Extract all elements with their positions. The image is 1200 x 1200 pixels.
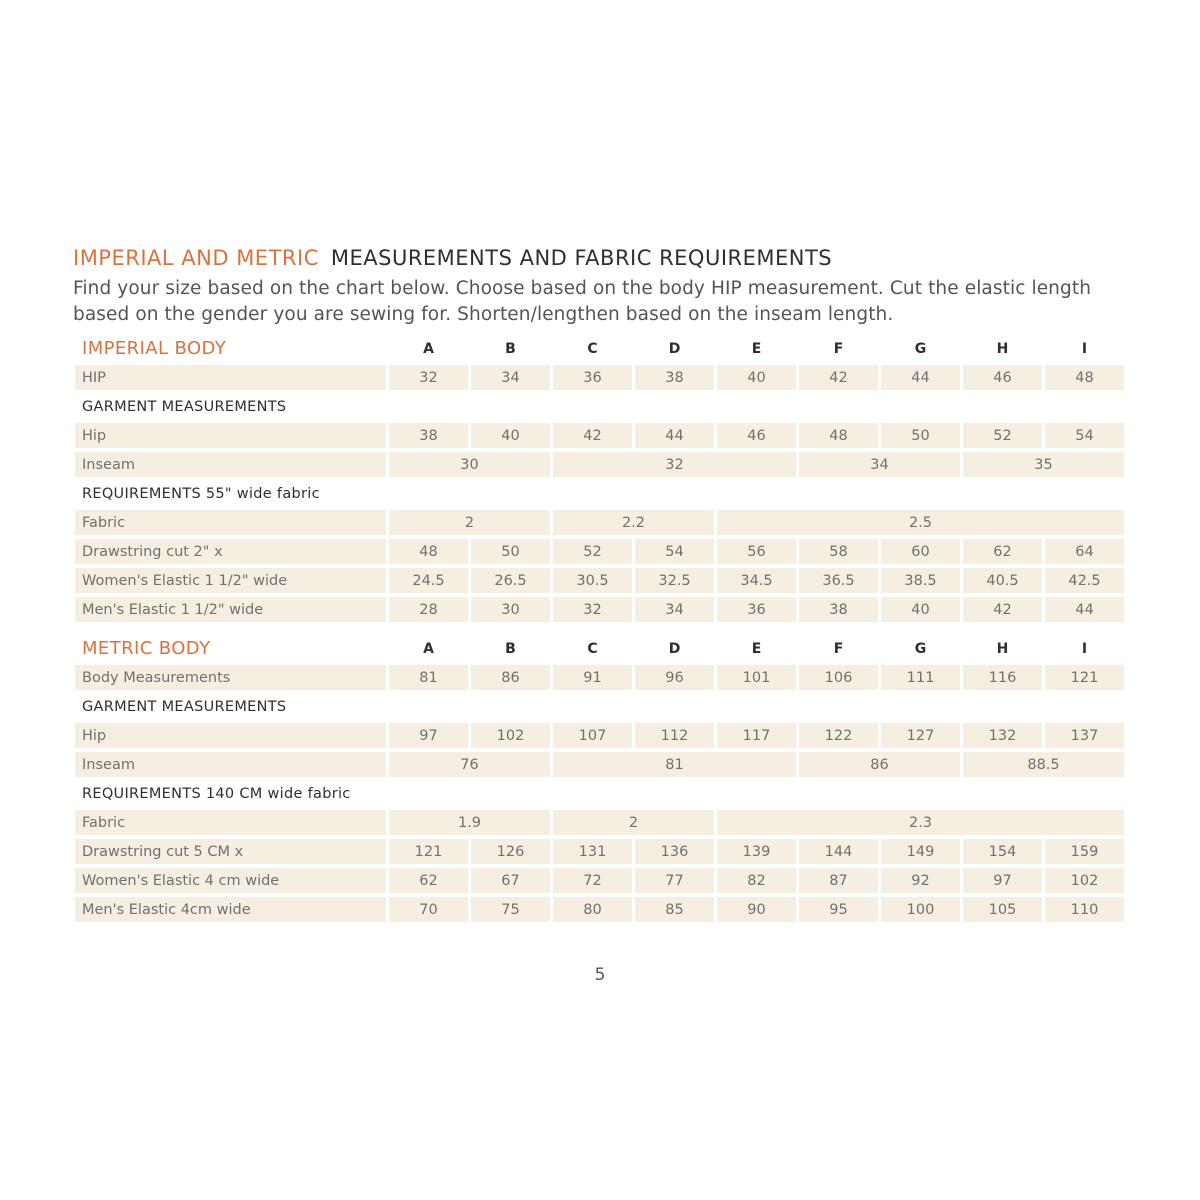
- table-cell: 40.5: [963, 568, 1042, 593]
- table-cell: 40: [881, 597, 960, 622]
- section-subtitle: GARMENT MEASUREMENTS: [82, 398, 287, 415]
- table-cell: 126: [471, 839, 550, 864]
- table-cell: 127: [881, 723, 960, 748]
- table-cell: 34: [471, 365, 550, 390]
- table-cell: 56: [717, 539, 796, 564]
- page-number: 5: [594, 965, 606, 985]
- imperial-hip-row: [75, 365, 1124, 390]
- table-cell: 64: [1045, 539, 1124, 564]
- table-cell: 72: [553, 868, 632, 893]
- table-cell: 117: [717, 723, 796, 748]
- table-cell: 46: [717, 423, 796, 448]
- table-cell: 32: [389, 365, 468, 390]
- table-cell: 30: [389, 452, 550, 477]
- table-cell: 30: [471, 597, 550, 622]
- size-label: I: [1081, 640, 1088, 657]
- table-cell: 122: [799, 723, 878, 748]
- size-label: E: [751, 640, 762, 657]
- size-chart-table: [72, 332, 1127, 926]
- table-cell: 48: [389, 539, 468, 564]
- intro-paragraph: Find your size based on the chart below. Choose based on the body HIP measurement. Cut the elastic length based on the gender you are sewing for. Shorten/lengthen based on the inseam length.: [73, 278, 1092, 325]
- table-cell: 50: [881, 423, 960, 448]
- table-cell: 44: [1045, 597, 1124, 622]
- size-label: I: [1081, 340, 1088, 357]
- table-cell: 32: [553, 597, 632, 622]
- table-cell: 112: [635, 723, 714, 748]
- imperial-inseam-row: [75, 452, 1124, 477]
- metric-womens-elastic-row: [75, 868, 1124, 893]
- table-cell: 36: [717, 597, 796, 622]
- row-label: Inseam: [75, 452, 386, 477]
- imperial-body-title: IMPERIAL BODY: [82, 338, 227, 359]
- row-label: Hip: [75, 423, 386, 448]
- table-cell: 48: [1045, 365, 1124, 390]
- metric-header-row: [75, 636, 1124, 661]
- imperial-requirements-subheader: [75, 481, 1124, 506]
- table-cell: 2.5: [717, 510, 1124, 535]
- metric-inseam-row: [75, 752, 1124, 777]
- table-cell: 105: [963, 897, 1042, 922]
- imperial-garment-hip-row: [75, 423, 1124, 448]
- row-label: Fabric: [75, 510, 386, 535]
- imperial-mens-elastic-row: [75, 597, 1124, 622]
- table-cell: 58: [799, 539, 878, 564]
- table-cell: 35: [963, 452, 1124, 477]
- table-cell: 88.5: [963, 752, 1124, 777]
- size-label: H: [996, 640, 1009, 657]
- table-cell: 136: [635, 839, 714, 864]
- size-label: E: [751, 340, 762, 357]
- table-cell: 80: [553, 897, 632, 922]
- table-cell: 34.5: [717, 568, 796, 593]
- table-cell: 36.5: [799, 568, 878, 593]
- table-cell: 42: [553, 423, 632, 448]
- table-cell: 102: [1045, 868, 1124, 893]
- table-cell: 50: [471, 539, 550, 564]
- size-label: A: [423, 340, 434, 357]
- section-subtitle: GARMENT MEASUREMENTS: [82, 698, 287, 715]
- metric-body-row: [75, 665, 1124, 690]
- section-subtitle: REQUIREMENTS 55" wide fabric: [82, 485, 320, 502]
- size-label: F: [833, 640, 844, 657]
- table-cell: 26.5: [471, 568, 550, 593]
- table-cell: 111: [881, 665, 960, 690]
- table-cell: 67: [471, 868, 550, 893]
- table-cell: 77: [635, 868, 714, 893]
- size-label: G: [914, 340, 927, 357]
- table-cell: 102: [471, 723, 550, 748]
- row-label: Men's Elastic 1 1/2" wide: [75, 597, 386, 622]
- table-cell: 149: [881, 839, 960, 864]
- table-cell: 60: [881, 539, 960, 564]
- table-cell: 44: [881, 365, 960, 390]
- table-cell: 96: [635, 665, 714, 690]
- row-label: Drawstring cut 2" x: [75, 539, 386, 564]
- table-cell: 86: [471, 665, 550, 690]
- table-cell: 106: [799, 665, 878, 690]
- metric-requirements-subheader: [75, 781, 1124, 806]
- table-cell: 97: [963, 868, 1042, 893]
- row-label: Men's Elastic 4cm wide: [75, 897, 386, 922]
- table-cell: 107: [553, 723, 632, 748]
- table-cell: 38.5: [881, 568, 960, 593]
- metric-mens-elastic-row: [75, 897, 1124, 922]
- size-label: C: [587, 340, 598, 357]
- size-label: H: [996, 340, 1009, 357]
- table-cell: 46: [963, 365, 1042, 390]
- imperial-drawstring-row: [75, 539, 1124, 564]
- table-cell: 38: [389, 423, 468, 448]
- table-cell: 85: [635, 897, 714, 922]
- table-cell: 36: [553, 365, 632, 390]
- table-cell: 81: [553, 752, 796, 777]
- size-label: D: [668, 640, 681, 657]
- table-cell: 87: [799, 868, 878, 893]
- row-label: Women's Elastic 1 1/2" wide: [75, 568, 386, 593]
- imperial-garment-subheader: [75, 394, 1124, 419]
- table-cell: 32: [553, 452, 796, 477]
- row-label: Drawstring cut 5 CM x: [75, 839, 386, 864]
- metric-body-title: METRIC BODY: [82, 638, 211, 659]
- row-label: Body Measurements: [75, 665, 386, 690]
- section-subtitle: REQUIREMENTS 140 CM wide fabric: [82, 785, 351, 802]
- table-cell: 48: [799, 423, 878, 448]
- table-cell: 52: [963, 423, 1042, 448]
- table-cell: 62: [963, 539, 1042, 564]
- table-cell: 1.9: [389, 810, 550, 835]
- table-cell: 42: [963, 597, 1042, 622]
- size-label: C: [587, 640, 598, 657]
- table-cell: 38: [635, 365, 714, 390]
- imperial-womens-elastic-row: [75, 568, 1124, 593]
- table-cell: 92: [881, 868, 960, 893]
- size-label: D: [668, 340, 681, 357]
- table-cell: 137: [1045, 723, 1124, 748]
- imperial-fabric-row: [75, 510, 1124, 535]
- table-cell: 82: [717, 868, 796, 893]
- table-cell: 116: [963, 665, 1042, 690]
- table-cell: 54: [1045, 423, 1124, 448]
- table-cell: 42.5: [1045, 568, 1124, 593]
- table-cell: 34: [635, 597, 714, 622]
- metric-fabric-row: [75, 810, 1124, 835]
- table-cell: 30.5: [553, 568, 632, 593]
- table-cell: 139: [717, 839, 796, 864]
- table-cell: 40: [717, 365, 796, 390]
- row-label: Fabric: [75, 810, 386, 835]
- table-cell: 24.5: [389, 568, 468, 593]
- table-cell: 38: [799, 597, 878, 622]
- table-cell: 34: [799, 452, 960, 477]
- table-cell: 2: [553, 810, 714, 835]
- page-heading: [73, 246, 832, 270]
- table-cell: 2: [389, 510, 550, 535]
- table-cell: 2.3: [717, 810, 1124, 835]
- size-label: B: [505, 340, 516, 357]
- size-label: A: [423, 640, 434, 657]
- table-cell: 110: [1045, 897, 1124, 922]
- table-cell: 2.2: [553, 510, 714, 535]
- size-label: B: [505, 640, 516, 657]
- table-cell: 132: [963, 723, 1042, 748]
- table-cell: 62: [389, 868, 468, 893]
- row-label: Women's Elastic 4 cm wide: [75, 868, 386, 893]
- table-cell: 40: [471, 423, 550, 448]
- table-cell: 44: [635, 423, 714, 448]
- table-cell: 97: [389, 723, 468, 748]
- heading-main: MEASUREMENTS AND FABRIC REQUIREMENTS: [330, 246, 833, 270]
- metric-drawstring-row: [75, 839, 1124, 864]
- section-spacer: [75, 626, 1124, 632]
- table-cell: 28: [389, 597, 468, 622]
- table-cell: 154: [963, 839, 1042, 864]
- table-cell: 121: [389, 839, 468, 864]
- row-label: Hip: [75, 723, 386, 748]
- table-cell: 101: [717, 665, 796, 690]
- table-cell: 75: [471, 897, 550, 922]
- table-cell: 159: [1045, 839, 1124, 864]
- table-cell: 91: [553, 665, 632, 690]
- table-cell: 54: [635, 539, 714, 564]
- row-label: Inseam: [75, 752, 386, 777]
- table-cell: 100: [881, 897, 960, 922]
- metric-garment-hip-row: [75, 723, 1124, 748]
- table-cell: 81: [389, 665, 468, 690]
- table-cell: 76: [389, 752, 550, 777]
- table-cell: 95: [799, 897, 878, 922]
- table-cell: 70: [389, 897, 468, 922]
- table-cell: 131: [553, 839, 632, 864]
- metric-garment-subheader: [75, 694, 1124, 719]
- table-cell: 90: [717, 897, 796, 922]
- row-label: HIP: [75, 365, 386, 390]
- imperial-header-row: [75, 336, 1124, 361]
- table-cell: 144: [799, 839, 878, 864]
- table-cell: 32.5: [635, 568, 714, 593]
- table-cell: 52: [553, 539, 632, 564]
- size-label: F: [833, 340, 844, 357]
- table-cell: 86: [799, 752, 960, 777]
- size-label: G: [914, 640, 927, 657]
- table-cell: 42: [799, 365, 878, 390]
- table-cell: 121: [1045, 665, 1124, 690]
- heading-accent: IMPERIAL AND METRIC: [73, 246, 319, 270]
